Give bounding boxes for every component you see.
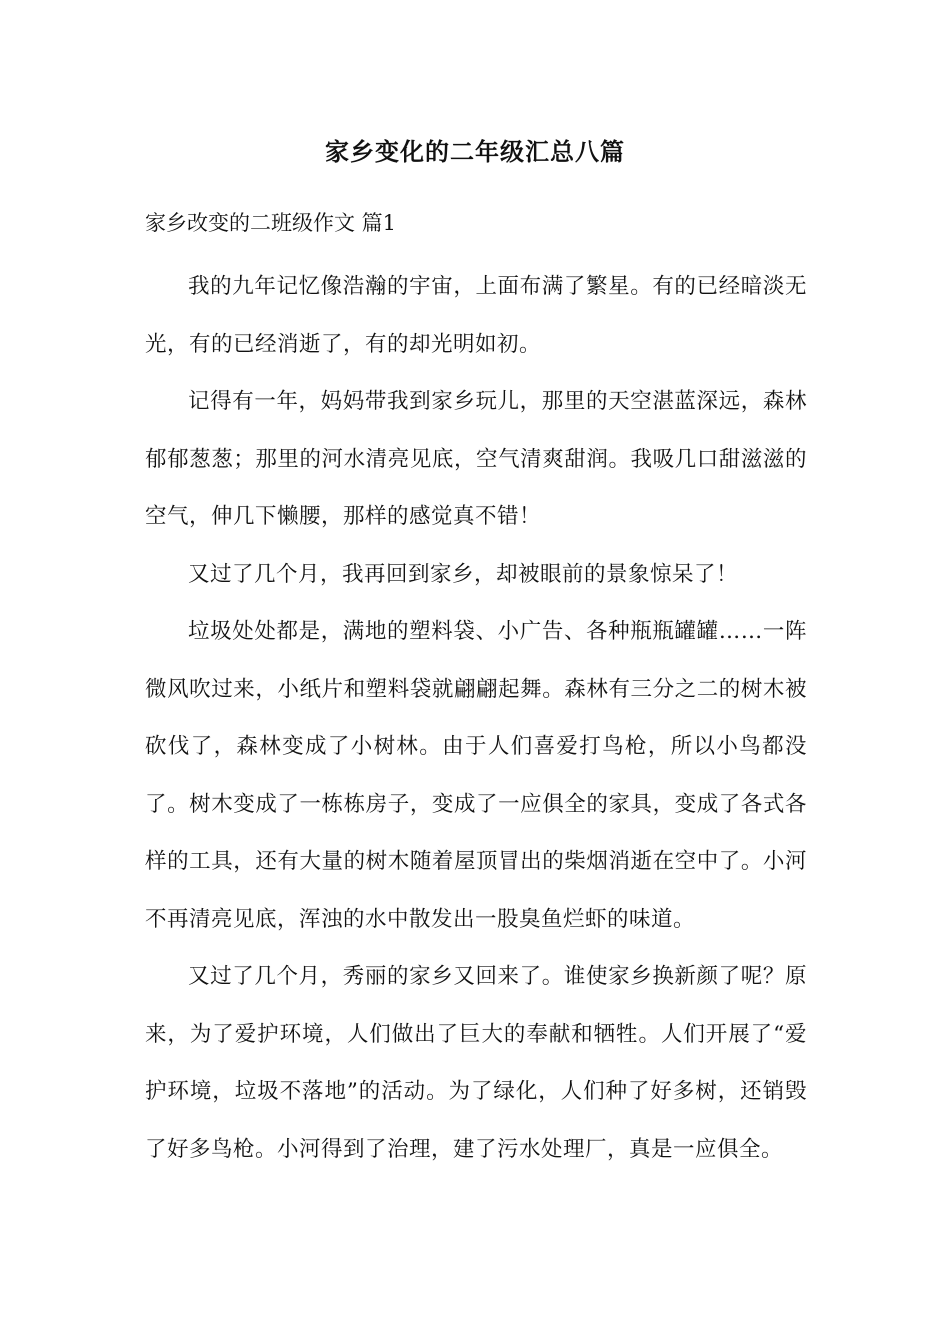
paragraph-2: 记得有一年，妈妈带我到家乡玩儿，那里的天空湛蓝深远，森林郁郁葱葱；那里的河水清亮见底，空气清爽甜润。我吸几口甜滋滋的空气，伸几下懒腰，那样的感觉真不错！: [145, 389, 807, 529]
paragraph-3: 又过了几个月，我再回到家乡，却被眼前的景象惊呆了！: [188, 561, 739, 587]
document-title: 家乡变化的二年级汇总八篇: [325, 137, 625, 166]
paragraph-1: 我的九年记忆像浩瀚的宇宙，上面布满了繁星。有的已经暗淡无光，有的已经消逝了，有的却光明如初。: [145, 274, 807, 357]
body-text: [145, 258, 807, 1178]
paragraph-4: 垃圾处处都是，满地的塑料袋、小广告、各种瓶瓶罐罐……一阵微风吹过来，小纸片和塑料袋就翩翩起舞。森林有三分之二的树木被砍伐了，森林变成了小树林。由于人们喜爱打鸟枪，所以小鸟都没了。树木变成了一栋栋房子，变成了一应俱全的家具，变成了各式各样的工具，还有大量的树木随着屋顶冒出的柴烟消逝在空中了。小河不再清亮见底，浑浊的水中散发出一股臭鱼烂虾的味道。: [145, 619, 807, 932]
section-heading: 家乡改变的二班级作文 篇1: [145, 211, 397, 235]
paragraph-5: 又过了几个月，秀丽的家乡又回来了。谁使家乡换新颜了呢？原来，为了爱护环境，人们做出了巨大的奉献和牺牲。人们开展了“爱护环境，垃圾不落地”的活动。为了绿化，人们种了好多树，还销毁了好多鸟枪。小河得到了治理，建了污水处理厂，真是一应俱全。: [145, 964, 807, 1162]
